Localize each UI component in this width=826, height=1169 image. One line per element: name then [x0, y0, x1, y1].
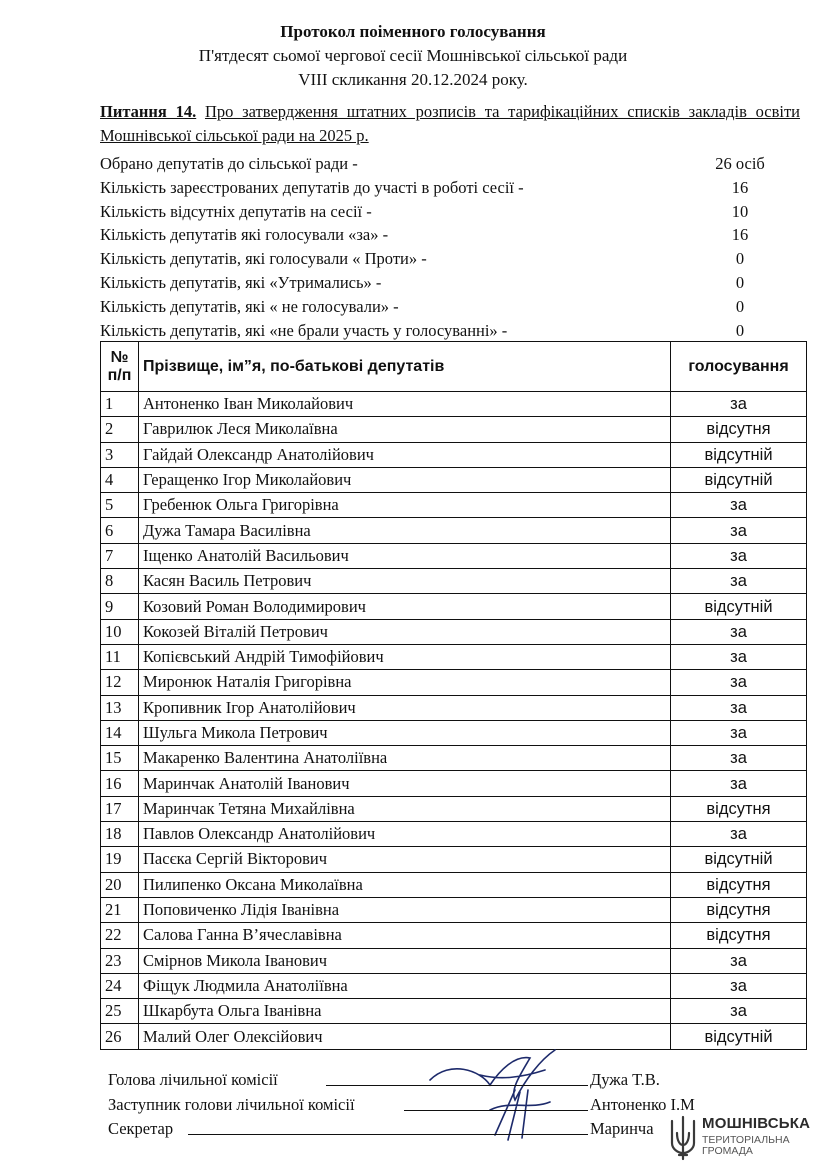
table-row	[101, 670, 807, 695]
table-row	[101, 695, 807, 720]
row-number: 7	[101, 543, 139, 568]
row-number: 10	[101, 619, 139, 644]
deputy-name: Іщенко Анатолій Васильович	[139, 543, 671, 568]
table-row	[101, 417, 807, 442]
row-number: 21	[101, 897, 139, 922]
vote-result: відсутній	[671, 442, 807, 467]
row-number: 25	[101, 999, 139, 1024]
stat-label: Кількість зареєстрованих депутатів до участі в роботі сесії -	[100, 177, 524, 197]
table-row	[101, 897, 807, 922]
deputy-name: Малий Олег Олексійович	[139, 1024, 671, 1049]
watermark-title: МОШНІВСЬКА	[702, 1115, 811, 1132]
vote-result: за	[671, 973, 807, 998]
stat-value: 10	[731, 201, 749, 221]
column-header-name: Прізвище, ім”я, по-батькові депутатів	[139, 342, 671, 392]
stat-row	[100, 200, 800, 224]
table-row	[101, 493, 807, 518]
signature-line	[188, 1134, 588, 1135]
trident-icon	[668, 1115, 698, 1161]
vote-result: відсутній	[671, 467, 807, 492]
row-number: 18	[101, 822, 139, 847]
signature-name: Маринча	[590, 1119, 654, 1138]
row-number: 15	[101, 746, 139, 771]
row-number: 20	[101, 872, 139, 897]
table-row	[101, 442, 807, 467]
row-number: 5	[101, 493, 139, 518]
vote-result: відсутня	[671, 417, 807, 442]
column-header-number-line1: №	[110, 348, 129, 366]
deputy-name: Пилипенко Оксана Миколаївна	[139, 872, 671, 897]
row-number: 13	[101, 695, 139, 720]
session-subtitle: П'ятдесят сьомої чергової сесії Мошнівської сільської ради	[198, 46, 628, 65]
stat-value: 16	[731, 225, 749, 245]
vote-result: за	[671, 619, 807, 644]
row-number: 19	[101, 847, 139, 872]
deputy-name: Кокозей Віталій Петрович	[139, 619, 671, 644]
table-row	[101, 619, 807, 644]
vote-result: відсутня	[671, 796, 807, 821]
row-number: 1	[101, 392, 139, 417]
row-number: 22	[101, 923, 139, 948]
signature-name: Антоненко І.М	[590, 1094, 695, 1114]
watermark-subtitle-line2: ГРОМАДА	[702, 1145, 753, 1157]
signature-role: Голова лічильної комісії	[108, 1070, 278, 1089]
deputy-name: Павлов Олександр Анатолійович	[139, 822, 671, 847]
agenda-question	[100, 100, 800, 148]
community-watermark	[668, 1113, 818, 1165]
row-number: 26	[101, 1024, 139, 1049]
table-row	[101, 746, 807, 771]
deputy-name: Пасєка Сергій Вікторович	[139, 847, 671, 872]
row-number: 9	[101, 594, 139, 619]
deputy-name: Дужа Тамара Василівна	[139, 518, 671, 543]
stat-row	[100, 319, 800, 343]
stat-label: Кількість депутатів, які «не брали участь у голосуванні» -	[100, 320, 508, 340]
deputy-name: Шкарбута Ольга Іванівна	[139, 999, 671, 1024]
watermark-subtitle-line1: ТЕРИТОРІАЛЬНА	[702, 1134, 790, 1146]
vote-result: за	[671, 670, 807, 695]
stat-label: Кількість відсутніх депутатів на сесії -	[100, 201, 372, 221]
signature-name: Дужа Т.В.	[590, 1070, 660, 1089]
row-number: 2	[101, 417, 139, 442]
table-row	[101, 847, 807, 872]
vote-result: за	[671, 695, 807, 720]
column-header-vote: голосування	[671, 342, 807, 392]
deputy-name: Маринчак Анатолій Іванович	[139, 771, 671, 796]
signature-role: Заступник голови лічильної комісії	[108, 1094, 355, 1114]
deputy-name: Смірнов Микола Іванович	[139, 948, 671, 973]
table-row	[101, 973, 807, 998]
signature-line	[404, 1110, 588, 1111]
vote-result: відсутня	[671, 872, 807, 897]
vote-statistics	[100, 152, 800, 342]
vote-result: за	[671, 493, 807, 518]
vote-result: за	[671, 999, 807, 1024]
signature-line	[326, 1085, 588, 1086]
stat-value: 0	[735, 272, 745, 292]
stat-label: Кількість депутатів, які «Утримались» -	[100, 272, 382, 292]
stat-row	[100, 247, 800, 271]
deputy-name: Гаврилюк Леся Миколаївна	[139, 417, 671, 442]
deputy-name: Маринчак Тетяна Михайлівна	[139, 796, 671, 821]
column-header-number	[101, 342, 139, 392]
deputy-name: Кропивник Ігор Анатолійович	[139, 695, 671, 720]
stat-value: 16	[731, 177, 749, 197]
vote-result: за	[671, 746, 807, 771]
row-number: 24	[101, 973, 139, 998]
deputy-name: Фіщук Людмила Анатоліївна	[139, 973, 671, 998]
roll-call-table	[100, 341, 807, 1050]
signature-row-chair	[108, 1068, 808, 1093]
row-number: 14	[101, 720, 139, 745]
stat-value: 0	[735, 296, 745, 316]
vote-result: відсутня	[671, 923, 807, 948]
vote-result: відсутня	[671, 897, 807, 922]
vote-result: за	[671, 822, 807, 847]
vote-result: за	[671, 720, 807, 745]
vote-result: відсутній	[671, 594, 807, 619]
row-number: 16	[101, 771, 139, 796]
table-row	[101, 569, 807, 594]
stat-row	[100, 152, 800, 176]
row-number: 12	[101, 670, 139, 695]
signature-role: Секретар	[108, 1119, 174, 1138]
stat-row	[100, 223, 800, 247]
table-row	[101, 644, 807, 669]
vote-result: відсутній	[671, 847, 807, 872]
table-row	[101, 796, 807, 821]
stat-value: 0	[735, 320, 745, 340]
row-number: 4	[101, 467, 139, 492]
deputy-name: Копієвський Андрій Тимофійович	[139, 644, 671, 669]
deputy-name: Шульга Микола Петрович	[139, 720, 671, 745]
stat-label: Кількість депутатів, які « не голосували» -	[100, 296, 399, 316]
deputy-name: Касян Василь Петрович	[139, 569, 671, 594]
row-number: 8	[101, 569, 139, 594]
vote-result: за	[671, 948, 807, 973]
vote-result: відсутній	[671, 1024, 807, 1049]
deputy-name: Макаренко Валентина Анатоліївна	[139, 746, 671, 771]
stat-label: Кількість депутатів які голосували «за» -	[100, 225, 389, 245]
document-title: Протокол поіменного голосування	[280, 22, 546, 41]
table-row	[101, 948, 807, 973]
stat-label: Кількість депутатів, які голосували « Проти» -	[100, 249, 427, 269]
vote-result: за	[671, 392, 807, 417]
question-text: Про затвердження штатних розписів та тарифікаційних списків закладів освіти Мошнівської сільської ради на 2025 р.	[100, 102, 801, 145]
deputy-name: Гребенюк Ольга Григорівна	[139, 493, 671, 518]
deputy-name: Козовий Роман Володимирович	[139, 594, 671, 619]
column-header-number-line2: п/п	[107, 366, 132, 384]
deputy-name: Геращенко Ігор Миколайович	[139, 467, 671, 492]
convocation-subtitle: VIII скликання 20.12.2024 року.	[298, 70, 528, 89]
table-row	[101, 872, 807, 897]
row-number: 23	[101, 948, 139, 973]
stat-row	[100, 271, 800, 295]
watermark-subtitle	[702, 1135, 790, 1157]
question-number: Питання 14.	[100, 102, 197, 121]
table-row	[101, 543, 807, 568]
table-row	[101, 720, 807, 745]
stat-label: Обрано депутатів до сільської ради -	[100, 154, 358, 173]
table-header-row	[101, 342, 807, 392]
vote-result: за	[671, 644, 807, 669]
vote-result: за	[671, 569, 807, 594]
table-row	[101, 467, 807, 492]
table-row	[101, 518, 807, 543]
vote-result: за	[671, 518, 807, 543]
stat-row	[100, 295, 800, 319]
stat-row	[100, 176, 800, 200]
deputy-name: Салова Ганна В’ячеславівна	[139, 923, 671, 948]
deputy-name: Поповиченко Лідія Іванівна	[139, 897, 671, 922]
stat-value: 0	[735, 249, 745, 269]
table-row	[101, 392, 807, 417]
row-number: 6	[101, 518, 139, 543]
row-number: 3	[101, 442, 139, 467]
table-row	[101, 923, 807, 948]
table-row	[101, 594, 807, 619]
deputy-name: Гайдай Олександр Анатолійович	[139, 442, 671, 467]
vote-result: за	[671, 543, 807, 568]
table-row	[101, 999, 807, 1024]
table-row	[101, 771, 807, 796]
vote-result: за	[671, 771, 807, 796]
stat-value: 26 осіб	[715, 154, 765, 173]
deputy-name: Антоненко Іван Миколайович	[139, 392, 671, 417]
row-number: 17	[101, 796, 139, 821]
deputy-name: Миронюк Наталія Григорівна	[139, 670, 671, 695]
table-row	[101, 822, 807, 847]
row-number: 11	[101, 644, 139, 669]
